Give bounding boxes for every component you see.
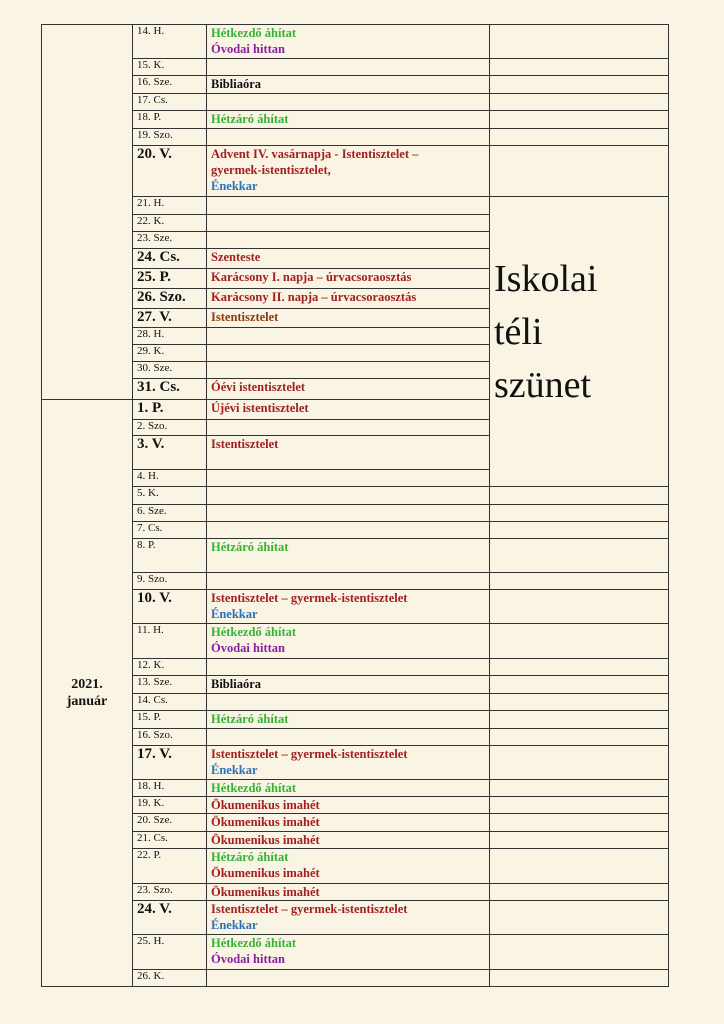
table-row — [42, 970, 669, 987]
day-label: 27. V. — [133, 309, 207, 328]
day-label: 2. Szo. — [133, 420, 207, 436]
table-row — [42, 590, 669, 624]
day-label: 13. Sze. — [133, 676, 207, 694]
notes-cell — [490, 146, 669, 197]
notes-cell — [490, 659, 669, 676]
day-label: 21. Cs. — [133, 832, 207, 849]
day-label: 24. V. — [133, 901, 207, 935]
notes-cell — [490, 970, 669, 987]
table-row — [42, 659, 669, 676]
day-label: 20. V. — [133, 146, 207, 197]
event-cell — [207, 624, 490, 659]
event-cell — [207, 659, 490, 676]
notes-cell — [490, 111, 669, 129]
day-label: 14. Cs. — [133, 694, 207, 711]
event-text: Karácsony II. napja – úrvacsoraosztás — [211, 290, 417, 304]
event-cell — [207, 797, 490, 814]
event-cell — [207, 420, 490, 436]
day-label: 19. K. — [133, 797, 207, 814]
event-text: Énekkar — [211, 179, 258, 193]
day-label: 25. P. — [133, 269, 207, 289]
event-text: Óvodai hittan — [211, 641, 285, 655]
day-label: 26. K. — [133, 970, 207, 987]
day-label: 19. Szo. — [133, 129, 207, 146]
notes-cell — [490, 729, 669, 746]
notes-cell — [490, 814, 669, 832]
event-cell — [207, 345, 490, 362]
day-label: 22. K. — [133, 215, 207, 232]
table-row — [42, 129, 669, 146]
event-cell — [207, 901, 490, 935]
day-label: 14. H. — [133, 25, 207, 59]
event-text: Bibliaóra — [211, 77, 262, 91]
month-cell: 2021. január — [42, 400, 133, 987]
event-cell — [207, 400, 490, 420]
calendar-table — [41, 24, 669, 987]
table-row — [42, 884, 669, 901]
day-label: 8. P. — [133, 539, 207, 573]
day-label: 29. K. — [133, 345, 207, 362]
event-cell — [207, 711, 490, 729]
event-cell — [207, 146, 490, 197]
event-cell — [207, 522, 490, 539]
notes-cell — [490, 849, 669, 884]
event-cell — [207, 780, 490, 797]
table-row — [42, 901, 669, 935]
event-text: Hétkezdő áhítat — [211, 781, 297, 795]
day-label: 9. Szo. — [133, 573, 207, 590]
event-cell — [207, 111, 490, 129]
table-row — [42, 935, 669, 970]
event-cell — [207, 470, 490, 487]
day-label: 6. Sze. — [133, 505, 207, 522]
event-text: Bibliaóra — [211, 677, 262, 691]
event-text: Hétkezdő áhítat — [211, 26, 297, 40]
day-label: 16. Sze. — [133, 76, 207, 94]
notes-cell — [490, 797, 669, 814]
notes-cell — [490, 573, 669, 590]
winter-break-note: Iskolai téli szünet — [490, 197, 669, 487]
table-row — [42, 111, 669, 129]
day-label: 18. P. — [133, 111, 207, 129]
notes-cell — [490, 624, 669, 659]
event-cell — [207, 129, 490, 146]
event-cell — [207, 436, 490, 470]
event-text: Újévi istentisztelet — [211, 401, 309, 415]
day-label: 18. H. — [133, 780, 207, 797]
event-text: Karácsony I. napja – úrvacsoraosztás — [211, 270, 412, 284]
table-row — [42, 94, 669, 111]
day-label: 11. H. — [133, 624, 207, 659]
notes-cell — [490, 694, 669, 711]
notes-cell — [490, 539, 669, 573]
day-label: 22. P. — [133, 849, 207, 884]
event-text: Óvodai hittan — [211, 42, 285, 56]
day-label: 30. Sze. — [133, 362, 207, 379]
table-row — [42, 25, 669, 59]
day-label: 5. K. — [133, 487, 207, 505]
table-row — [42, 849, 669, 884]
event-cell — [207, 76, 490, 94]
table-row — [42, 814, 669, 832]
event-text: gyermek-istentisztelet, — [211, 163, 331, 177]
day-label: 12. K. — [133, 659, 207, 676]
day-label: 31. Cs. — [133, 379, 207, 400]
event-cell — [207, 379, 490, 400]
day-label: 17. V. — [133, 746, 207, 780]
event-cell — [207, 487, 490, 505]
event-cell — [207, 309, 490, 328]
notes-cell — [490, 780, 669, 797]
event-text: Istentisztelet — [211, 437, 279, 451]
notes-cell — [490, 901, 669, 935]
day-label: 16. Szo. — [133, 729, 207, 746]
table-row — [42, 522, 669, 539]
event-cell — [207, 746, 490, 780]
event-text: Szenteste — [211, 250, 261, 264]
event-cell — [207, 814, 490, 832]
event-cell — [207, 59, 490, 76]
event-cell — [207, 970, 490, 987]
event-text: Óvodai hittan — [211, 952, 285, 966]
notes-cell — [490, 25, 669, 59]
event-cell — [207, 94, 490, 111]
notes-cell — [490, 884, 669, 901]
event-text: Ökumenikus imahét — [211, 866, 320, 880]
day-label: 15. P. — [133, 711, 207, 729]
table-row — [42, 573, 669, 590]
event-cell — [207, 362, 490, 379]
notes-cell — [490, 832, 669, 849]
event-text: Ökumenikus imahét — [211, 833, 320, 847]
table-row — [42, 832, 669, 849]
event-cell — [207, 25, 490, 59]
event-text: Ökumenikus imahét — [211, 815, 320, 829]
event-cell — [207, 573, 490, 590]
event-text: Hétkezdő áhítat — [211, 936, 297, 950]
day-label: 24. Cs. — [133, 249, 207, 269]
event-cell — [207, 694, 490, 711]
day-label: 1. P. — [133, 400, 207, 420]
event-text: Istentisztelet — [211, 310, 279, 324]
notes-cell — [490, 935, 669, 970]
event-text: Advent IV. vasárnapja - Istentisztelet – — [211, 147, 419, 161]
event-cell — [207, 197, 490, 215]
event-cell — [207, 249, 490, 269]
event-cell — [207, 832, 490, 849]
event-text: Hétzáró áhítat — [211, 112, 289, 126]
day-label: 23. Sze. — [133, 232, 207, 249]
event-text: Hétzáró áhítat — [211, 540, 289, 554]
event-text: Ökumenikus imahét — [211, 885, 320, 899]
day-label: 20. Sze. — [133, 814, 207, 832]
event-cell — [207, 729, 490, 746]
day-label: 3. V. — [133, 436, 207, 470]
table-row — [42, 197, 669, 215]
event-cell — [207, 884, 490, 901]
day-label: 17. Cs. — [133, 94, 207, 111]
notes-cell — [490, 590, 669, 624]
table-row — [42, 797, 669, 814]
day-label: 7. Cs. — [133, 522, 207, 539]
table-row — [42, 746, 669, 780]
event-cell — [207, 539, 490, 573]
event-cell — [207, 505, 490, 522]
event-text: Énekkar — [211, 763, 258, 777]
notes-cell — [490, 522, 669, 539]
event-cell — [207, 935, 490, 970]
event-cell — [207, 232, 490, 249]
day-label: 25. H. — [133, 935, 207, 970]
month-cell — [42, 25, 133, 400]
table-row — [42, 711, 669, 729]
event-cell — [207, 590, 490, 624]
event-text: Istentisztelet – gyermek-istentisztelet — [211, 902, 408, 916]
event-cell — [207, 289, 490, 309]
day-label: 4. H. — [133, 470, 207, 487]
table-row — [42, 505, 669, 522]
table-row — [42, 539, 669, 573]
notes-cell — [490, 487, 669, 505]
notes-cell — [490, 505, 669, 522]
event-cell — [207, 269, 490, 289]
notes-cell — [490, 746, 669, 780]
event-text: Hétkezdő áhítat — [211, 625, 297, 639]
event-cell — [207, 676, 490, 694]
table-row — [42, 624, 669, 659]
notes-cell — [490, 76, 669, 94]
event-cell — [207, 849, 490, 884]
notes-cell — [490, 711, 669, 729]
event-text: Hétzáró áhítat — [211, 850, 289, 864]
table-row — [42, 59, 669, 76]
day-label: 21. H. — [133, 197, 207, 215]
notes-cell — [490, 59, 669, 76]
table-row — [42, 676, 669, 694]
event-text: Énekkar — [211, 918, 258, 932]
table-row — [42, 694, 669, 711]
notes-cell — [490, 94, 669, 111]
event-text: Ökumenikus imahét — [211, 798, 320, 812]
event-text: Óévi istentisztelet — [211, 380, 306, 394]
table-row — [42, 487, 669, 505]
event-text: Énekkar — [211, 607, 258, 621]
day-label: 10. V. — [133, 590, 207, 624]
table-row — [42, 146, 669, 197]
event-text: Istentisztelet – gyermek-istentisztelet — [211, 591, 408, 605]
event-text: Istentisztelet – gyermek-istentisztelet — [211, 747, 408, 761]
event-cell — [207, 215, 490, 232]
notes-cell — [490, 129, 669, 146]
day-label: 28. H. — [133, 328, 207, 345]
table-row — [42, 729, 669, 746]
day-label: 15. K. — [133, 59, 207, 76]
day-label: 23. Szo. — [133, 884, 207, 901]
table-row — [42, 76, 669, 94]
notes-cell — [490, 676, 669, 694]
day-label: 26. Szo. — [133, 289, 207, 309]
event-cell — [207, 328, 490, 345]
table-row — [42, 780, 669, 797]
event-text: Hétzáró áhítat — [211, 712, 289, 726]
